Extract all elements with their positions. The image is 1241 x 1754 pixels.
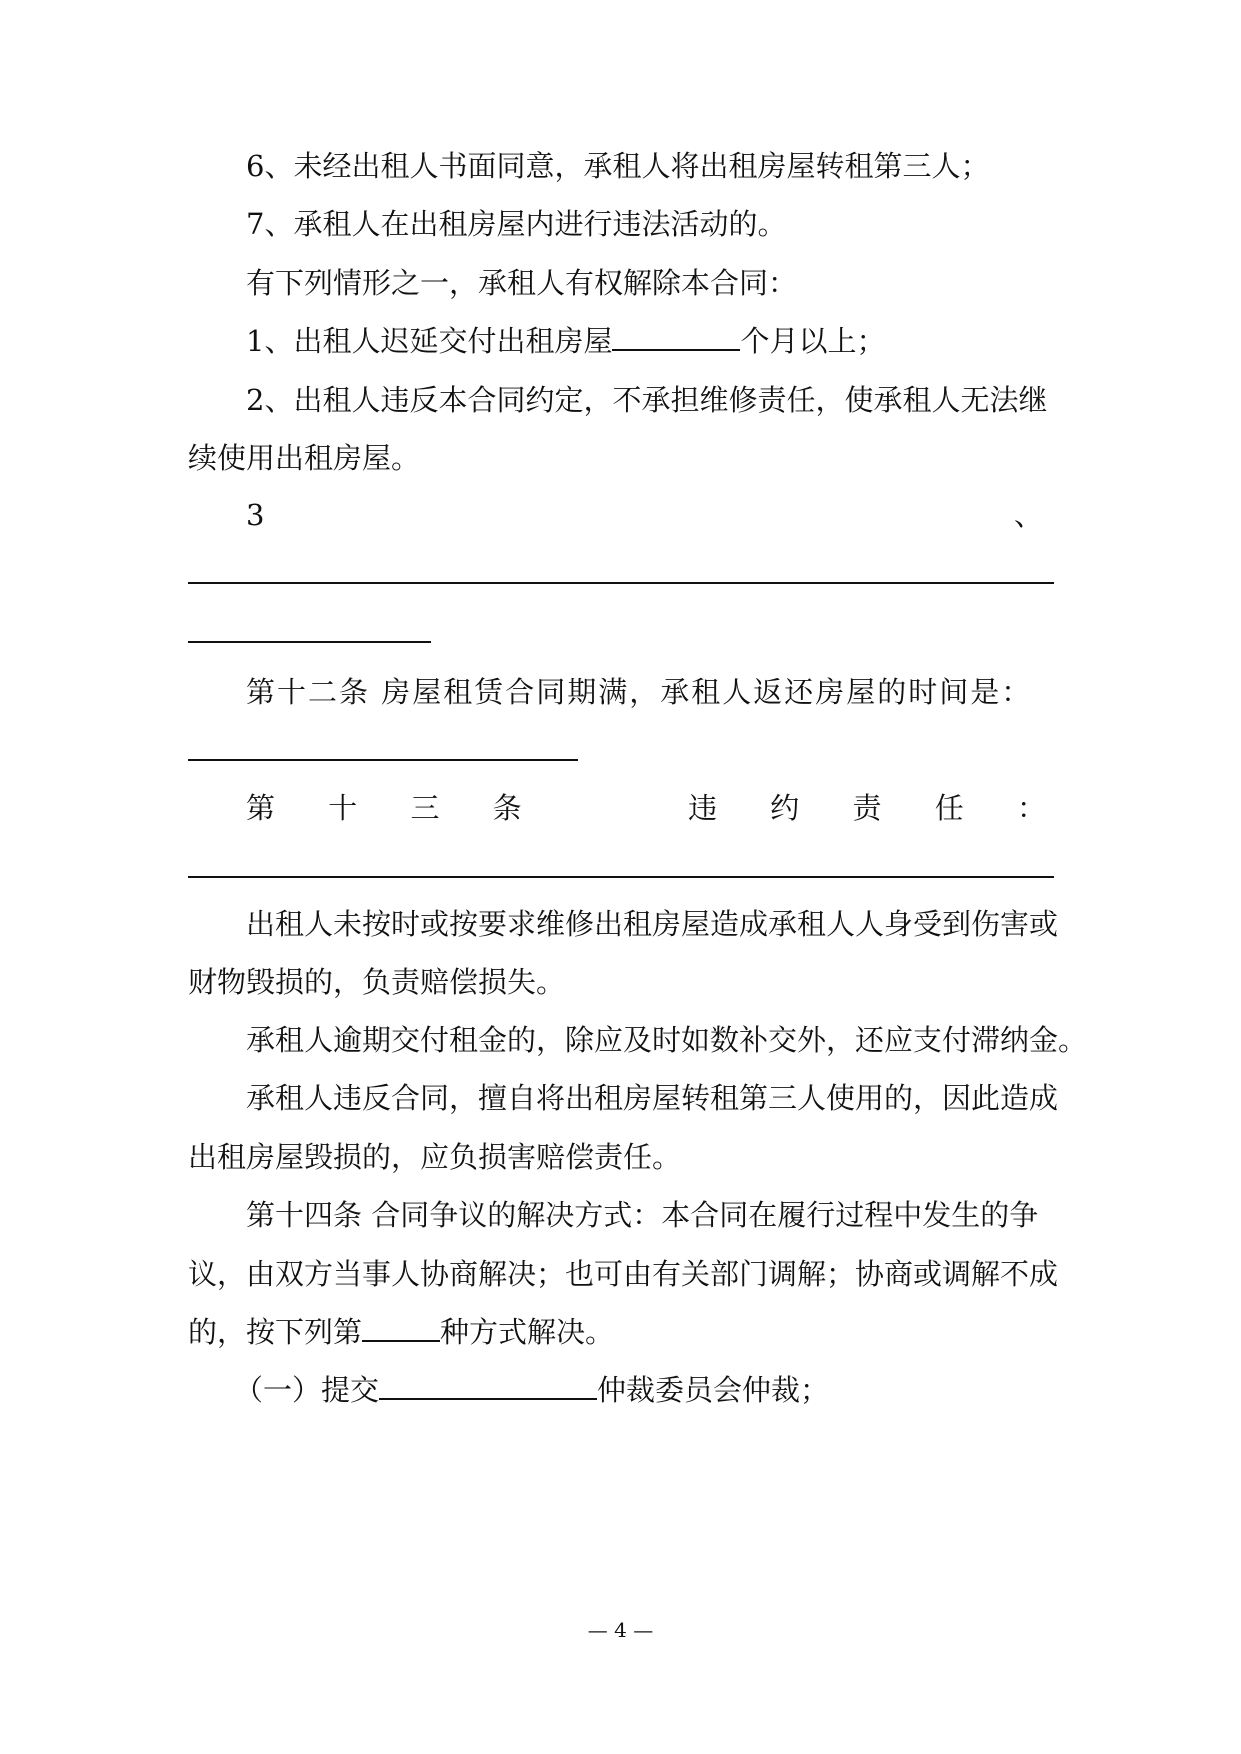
dispute-option-1-suffix: 仲裁委员会仲裁； <box>597 1373 830 1407</box>
article-13-gap <box>575 790 635 826</box>
article-14-line3-text: 的，按下列第 <box>188 1315 363 1349</box>
article-13-char: 约 <box>770 791 800 825</box>
fill-rule-term-3-b <box>188 641 431 643</box>
lessee-term-1 <box>246 323 1068 359</box>
lessee-term-3-mark: 、 <box>1014 498 1044 532</box>
article-14-line3 <box>188 1314 1068 1350</box>
article-13-char: ： <box>1016 791 1046 825</box>
article-13-char: 第 <box>246 791 276 825</box>
fill-blank-months <box>612 323 740 351</box>
dispute-option-1 <box>234 1372 1114 1408</box>
article-14-line1: 第十四条 合同争议的解决方式：本合同在履行过程中发生的争 <box>246 1198 1039 1232</box>
lessee-term-2-line1: 2、出租人违反本合同约定，不承担维修责任，使承租人无法继 <box>246 383 1048 417</box>
lessee-term-3-number: 3 <box>246 498 265 532</box>
lessee-term-2-line2: 续使用出租房屋。 <box>188 441 421 475</box>
article-13 <box>246 790 1046 826</box>
article-13-char: 违 <box>688 791 718 825</box>
article-13-char: 十 <box>328 791 358 825</box>
fill-rule-article-12 <box>188 759 578 761</box>
liability-para-3-line2: 出租房屋毁损的，应负损害赔偿责任。 <box>188 1140 682 1174</box>
fill-blank-arbitration <box>379 1372 597 1400</box>
lessee-term-1-text: 1、出租人迟延交付出租房屋 <box>246 324 613 358</box>
lessee-term-1-suffix: 个月以上； <box>740 324 886 358</box>
fill-rule-term-3-a <box>188 582 1054 584</box>
dispute-option-1-text: （一）提交 <box>234 1373 380 1407</box>
fill-rule-article-13 <box>188 876 1054 878</box>
fill-blank-method-number <box>362 1314 440 1342</box>
article-13-char: 责 <box>852 791 882 825</box>
liability-para-3-line1: 承租人违反合同，擅自将出租房屋转租第三人使用的，因此造成 <box>246 1081 1059 1115</box>
liability-para-1-line2: 财物毁损的，负责赔偿损失。 <box>188 965 566 999</box>
article-13-char: 条 <box>492 791 522 825</box>
page-number: — 4 — <box>587 1618 654 1642</box>
article-14-line2: 议，由双方当事人协商解决；也可由有关部门调解；协商或调解不成 <box>188 1257 1059 1291</box>
clause-7: 7、承租人在出租房屋内进行违法活动的。 <box>246 207 787 241</box>
article-12: 第十二条 房屋租赁合同期满，承租人返还房屋的时间是： <box>246 675 1033 709</box>
lessee-termination-intro: 有下列情形之一，承租人有权解除本合同： <box>246 266 798 300</box>
article-13-char: 三 <box>410 791 440 825</box>
article-14-line3-suffix: 种方式解决。 <box>440 1315 615 1349</box>
article-13-char: 任 <box>934 791 964 825</box>
liability-para-2: 承租人逾期交付租金的，除应及时如数补交外，还应支付滞纳金。 <box>246 1023 1088 1057</box>
liability-para-1-line1: 出租人未按时或按要求维修出租房屋造成承租人人身受到伤害或 <box>246 907 1059 941</box>
clause-6: 6、未经出租人书面同意，承租人将出租房屋转租第三人； <box>246 149 990 183</box>
